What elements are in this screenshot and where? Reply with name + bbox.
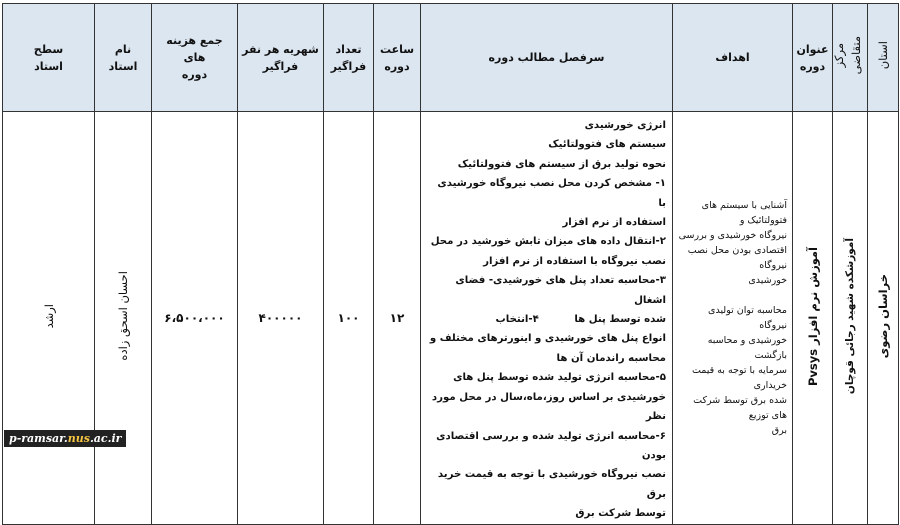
cell-total-cost: ۶،۵۰۰،۰۰۰ (152, 112, 238, 525)
header-fee-per-person: شهریه هر نفر فراگیر (238, 4, 324, 112)
watermark-suffix: .ac.ir (89, 432, 122, 445)
course-table (2, 3, 899, 525)
header-hours: ساعت دوره (374, 4, 421, 112)
header-syllabus: سرفصل مطالب دوره (421, 4, 673, 112)
header-instructor-level: سطح استاد (3, 4, 95, 112)
cell-syllabus: انرژی خورشیدی سیستم های فتوولتائیک نحوه تولید برق از سیستم های فتوولتائیک ۱- مشخص کردن محل نصب نیروگاه خورشیدی با استفاده از نرم افزار ۲-انتقال داده های میزان تابش خورشید در محل نصب نیروگاه با استفاده از نرم افزار ۳-محاسبه تعداد پنل های خورشیدی- فضای اشغال شده توسط پنل ها ۴-انتخاب انواع پنل های خورشیدی و اینورترهای مختلف و محاسبه راندمان آن ها ۵-محاسبه انرژی تولید شده توسط پنل های خورشیدی بر اساس روز،ماه،سال در محل مورد نظر ۶-محاسبه انرژی تولید شده و بررسی اقتصادی بودن نصب نیروگاه خورشیدی با توجه به قیمت خرید برق توسط شرکت برق (421, 112, 673, 525)
header-row (3, 4, 899, 112)
watermark-accent: nus (67, 432, 90, 445)
cell-goals: آشنایی با سیستم های فتوولتائیک و نیروگاه خورشیدی و بررسی اقتصادی بودن محل نصب نیروگاه خورشیدی محاسبه توان تولیدی نیروگاه خورشیدی و محاسبه بازگشت سرمایه با توجه به قیمت خریداری شده برق توسط شرکت های توزیع برق (673, 112, 793, 525)
watermark-prefix: p-ramsar. (9, 432, 68, 445)
header-goals: اهداف (673, 4, 793, 112)
header-participants: تعداد فراگیر (324, 4, 374, 112)
cell-center: آموزشکده شهید رجائی قوچان (833, 112, 868, 525)
header-course-title: عنوان دوره (793, 4, 833, 112)
site-watermark (4, 430, 126, 447)
table-row (3, 112, 899, 525)
cell-course-title: آموزش نرم افزار Pvsys (793, 112, 833, 525)
header-instructor-name: نام استاد (95, 4, 152, 112)
cell-fee-per-person: ۴۰۰۰۰۰ (238, 112, 324, 525)
cell-instructor-level: ارشد (3, 112, 95, 525)
header-total-cost: جمع هزینه های دوره (152, 4, 238, 112)
header-center: مرکز متقاضی (833, 4, 868, 112)
cell-instructor-name: احسان اسحق زاده (95, 112, 152, 525)
cell-province: خراسان رضوی (868, 112, 899, 525)
header-province: استان (868, 4, 899, 112)
cell-hours: ۱۲ (374, 112, 421, 525)
cell-participants: ۱۰۰ (324, 112, 374, 525)
